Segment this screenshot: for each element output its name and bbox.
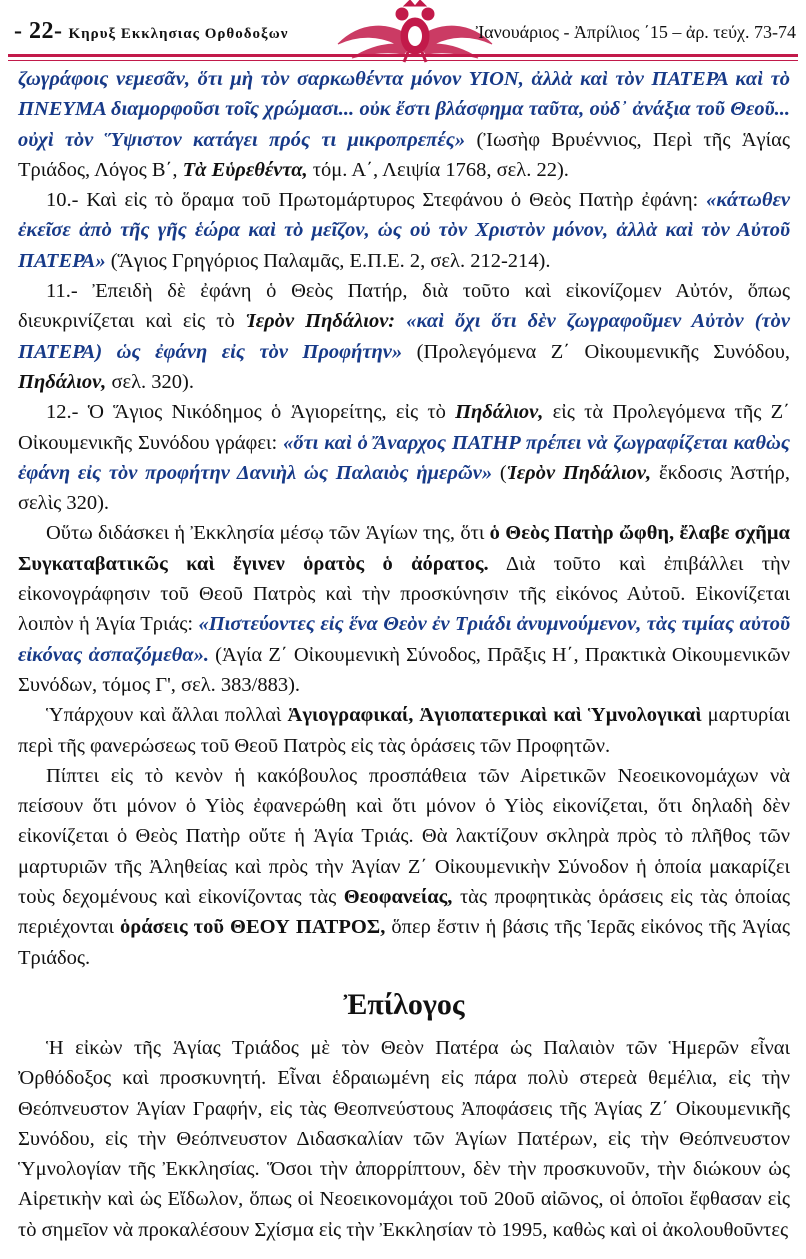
header-left bbox=[14, 18, 288, 45]
text: (Προλεγόμενα Ζ΄ Οἰκουμενικῆς Συνόδου, bbox=[402, 340, 790, 363]
text: σελ. 320). bbox=[106, 370, 194, 393]
book-title: Τὰ Εὑρεθέντα, bbox=[182, 158, 308, 181]
magazine-title: Κηρυξ Εκκλησιας Ορθοδοξων bbox=[68, 26, 289, 42]
bold-text: Ἁγιογραφικαί, Ἁγιοπατερικαὶ καὶ Ὑμνολογικαὶ bbox=[287, 704, 702, 727]
section-heading: Ἐπίλογος bbox=[343, 987, 465, 1021]
text: Πίπτει εἰς τὸ κενὸν ἡ κακόβουλος προσπάθεια τῶν Αἱρετικῶν Νεοεικονομάχων νὰ πείσουν ὅτι μόνον ὁ Υἱὸς ἐφανερώθη καὶ ὅτι μόνον ὁ Υἱὸς εἰκονίζεται, ὅτι δηλαδὴ δὲν εἰκονίζεται ὁ Θεὸς Πατὴρ οὔτε ἡ Ἁγία Τριάς. Θὰ λακτίζουν σκληρὰ πρὸς τὸ πλῆθος τῶν μαρτυριῶν τῆς Ἀληθείας καὶ πρὸς τὴν Ἁγίαν Ζ΄ Οἰκουμενικὴν Σύνοδον ἡ ὁποία μακαρίζει τοὺς δεχομένους καὶ εἰκονίζοντας τὰς bbox=[18, 764, 790, 909]
quote: «κάτωθεν ἐκεῖσε ἀπὸ τῆς γῆς ἑώρα καὶ τὸ μεῖζον, ὡς οὐ τὸν Χριστὸν μόνον, ἀλλὰ καὶ τὸν Αὐτοῦ ΠΑΤΕΡΑ» bbox=[18, 189, 790, 272]
text: Οὕτω διδάσκει ἡ Ἐκκλησία μέσῳ τῶν Ἁγίων της, ὅτι bbox=[46, 522, 490, 545]
quote: «Πιστεύοντες εἰς ἕνα Θεὸν ἐν Τριάδι ἀνυμνούμενον, τὰς τιμίας αὐτοῦ εἰκόνας ἀσπαζόμεθα». bbox=[18, 613, 790, 666]
page-number: - 22- bbox=[14, 18, 63, 44]
text: Ὑπάρχουν καὶ ἄλλαι πολλαὶ bbox=[46, 704, 288, 727]
page-header bbox=[0, 0, 806, 66]
book-title: Πηδάλιον, bbox=[18, 370, 107, 393]
text: εἰς τὰ Προλεγόμενα τῆς Ζ΄ Οἰκουμενικῆς Συνόδου γράφει: bbox=[18, 401, 790, 454]
paragraph-10 bbox=[18, 185, 790, 276]
book-title: Ἱερὸν Πηδάλιον, bbox=[506, 461, 652, 484]
quote: ζωγράφοις νεμεσᾶν, ὅτι μὴ τὸν σαρκωθέντα μόνον ΥΙΟΝ, ἀλλὰ καὶ τὸν ΠΑΤΕΡΑ καὶ τὸ ΠΝΕΥΜΑ διαμορφοῦσι τοῖς χρώμασι... οὐκ ἔστι βλάσφημα ταῦτα, οὐδ᾽ ἀνάξια τοῦ Θεοῦ... οὐχὶ τὸν Ὕψιστον κατάγει πρός τι μικροπρεπές» bbox=[18, 68, 790, 151]
text: μαρτυρίαι περὶ τῆς φανερώσεως τοῦ Θεοῦ Πατρὸς εἰς τὰς ὁράσεις τῶν Προφητῶν. bbox=[18, 704, 790, 757]
text: 10.- Καὶ εἰς τὸ ὅραμα τοῦ Πρωτομάρτυρος Στεφάνου ὁ Θεὸς Πατὴρ ἐφάνη: bbox=[46, 189, 707, 212]
paragraph-epilogue bbox=[18, 1033, 790, 1245]
text: ( bbox=[492, 461, 507, 484]
header-rule-thick bbox=[8, 54, 798, 57]
paragraph-testimonies bbox=[18, 700, 790, 761]
text: ἔκδοσις Ἀστήρ, σελὶς 320). bbox=[18, 461, 790, 515]
text: (Ἰωσὴφ Βρυέννιος, Περὶ τῆς Ἁγίας Τριάδος, Λόγος Β΄, bbox=[18, 128, 790, 181]
paragraph-continued-quote bbox=[18, 64, 790, 185]
text: (Ἁγία Ζ΄ Οἰκουμενικὴ Σύνοδος, Πρᾶξις Η΄, Πρακτικὰ Οἰκουμενικῶν Συνόδων, τόμος Γ', σελ. 383/883). bbox=[18, 643, 790, 696]
paragraph-iconoclasts bbox=[18, 761, 790, 973]
article-body bbox=[18, 64, 790, 1245]
issue-info: Ἰανουάριος - Ἀπρίλιος ΄15 – ἀρ. τεύχ. 73-74 bbox=[475, 22, 796, 42]
book-title: Πηδάλιον, bbox=[455, 401, 544, 424]
text: (Ἅγιος Γρηγόριος Παλαμᾶς, Ε.Π.Ε. 2, σελ. 212-214). bbox=[105, 249, 551, 272]
text: τόμ. Α΄, Λειψία 1768, σελ. 22). bbox=[307, 158, 569, 181]
bold-text: Θεοφανείας, bbox=[343, 886, 453, 909]
bold-text: ὁ Θεὸς Πατὴρ ὤφθη, ἔλαβε σχῆμα Συγκαταβατικῶς καὶ ἔγινεν ὁρατὸς ὁ ἀόρατος. bbox=[18, 522, 790, 575]
text: Διὰ τοῦτο καὶ ἐπιβάλλει τὴν εἰκονογράφησιν τοῦ Θεοῦ Πατρὸς καὶ τὴν προσκύνησιν τῆς εἰκόνος Αὐτοῦ. Εἰκονίζεται λοιπὸν ἡ Ἁγία Τριάς: bbox=[18, 552, 790, 636]
paragraph-12 bbox=[18, 397, 790, 518]
text: ὅπερ ἔστιν ἡ βάσις τῆς Ἱερᾶς εἰκόνος τῆς Ἁγίας Τριάδος. bbox=[18, 916, 790, 969]
book-title: Ἱερὸν Πηδάλιον: bbox=[245, 310, 396, 333]
text: 12.- Ὁ Ἅγιος Νικόδημος ὁ Ἁγιορείτης, εἰς τὸ bbox=[46, 401, 456, 424]
bold-text: ὁράσεις τοῦ ΘΕΟΥ ΠΑΤΡΟΣ, bbox=[120, 916, 386, 939]
text: 11.- Ἐπειδὴ δὲ ἐφάνη ὁ Θεὸς Πατήρ, διὰ τοῦτο καὶ εἰκονίζομεν Αὐτόν, ὅπως διευκρινίζεται καὶ εἰς τὸ bbox=[18, 280, 790, 333]
header-rule-thin bbox=[8, 60, 798, 61]
quote: «καὶ ὄχι ὅτι δὲν ζωγραφοῦμεν Αὐτὸν (τὸν ΠΑΤΕΡΑ) ὡς ἐφάνη εἰς τὸν Προφήτην» bbox=[18, 310, 790, 363]
paragraph-church-teaching bbox=[18, 518, 790, 700]
text: Ἡ εἰκὼν τῆς Ἁγίας Τριάδος μὲ τὸν Θεὸν Πατέρα ὡς Παλαιὸν τῶν Ἡμερῶν εἶναι Ὀρθόδοξος καὶ προσκυνητή. Εἶναι ἑδραιωμένη εἰς πάρα πολὺ στερεὰ θεμέλια, εἰς τὴν Θεόπνευστον Ἁγίαν Γραφήν, εἰς τὰς Θεοπνεύστους Ἀποφάσεις τῆς Ἁγίας Ζ΄ Οἰκουμενικῆς Συνόδου, εἰς τὴν Θεόπνευστον Διδασκαλίαν τῶν Ἁγίων Πατέρων, εἰς τὴν Θεόπνευστον Ὑμνολογίαν τῆς Ἐκκλησίας. Ὅσοι τὴν ἀπορρίπτουν, δὲν τὴν προσκυνοῦν, τὴν διώκουν ὡς Αἱρετικὴν καὶ ὡς Εἴδωλον, ὅπως οἱ Νεοεικονομάχοι τοῦ 20οῦ αἰῶνος, οἱ ὁποῖοι ἔφθασαν εἰς τὸ σημεῖον νὰ προκαλέσουν Σχίσμα εἰς τὴν Ἐκκλησίαν τὸ 1995, καθὼς καὶ οἱ ἀκολουθοῦντες bbox=[18, 1036, 790, 1241]
paragraph-11 bbox=[18, 276, 790, 397]
text: τὰς προφητικὰς ὁράσεις εἰς τὰς ὁποίας περιέχονται bbox=[18, 886, 790, 939]
quote: «ὅτι καὶ ὁ Ἄναρχος ΠΑΤΗΡ πρέπει νὰ ζωγραφίζεται καθὼς ἐφάνη εἰς τὸν προφήτην Δανιὴλ ὡς Παλαιὸς ἡμερῶν» bbox=[18, 431, 791, 484]
